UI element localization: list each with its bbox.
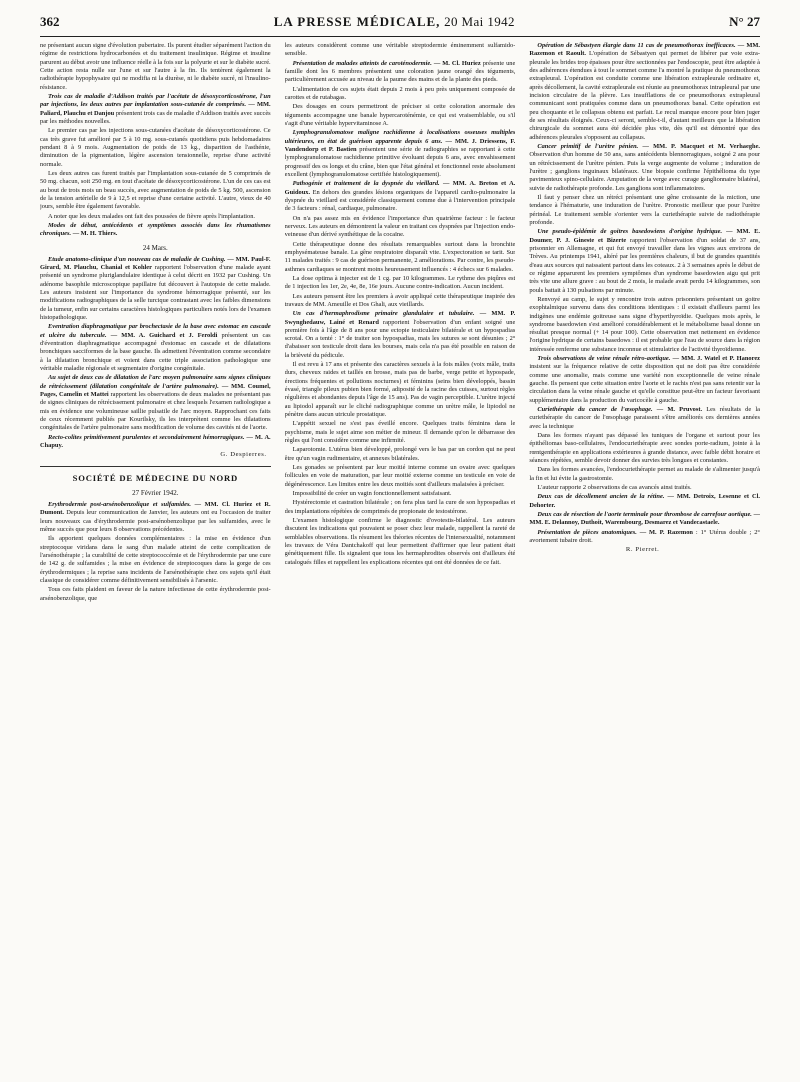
paragraph: L'auteur rapporte 2 observations de cas avancés ainsi traités.: [537, 484, 692, 492]
paragraph: Cette thérapeutique donne des résultats remarquables surtout dans la bronchite emphysémateuse banale. La gêne respiratoire disparaît vite. L'expectoration se tarit. Sur 11 malades traités : 9 cas de guérison permanente, 2 améliorations. Par contre, les pseudo-asthmes cardiaques se montrent moins heureusement influencés : 4 échecs sur 6 malades.: [284, 240, 516, 273]
article-text: Les résultats de la curiethérapie du cancer de l'œsophage paraissent s'être améliorés ces dernières années avec la technique: [529, 406, 760, 430]
paragraph: Hystérectomie et castration bilatérale ; on fera plus tard la cure de son hypospadias et des implantations répétées de comprimés de propionate de testostérone.: [284, 499, 516, 515]
paragraph: ne présentant aucun signe d'évolution pubertaire. Ils purent étudier séparément l'action du régime de restrictions hydrocarbonées et du traitement insulinique. Régime et insuline parurent au début avoir une influence réelle à la fois sur la polyurie et sur le diabète sucré. Cette action resta nulle sur l'une et sur l'autre à la fin. Ils tentèrent également la radiothérapie hypophysaire qui ne modifia ni la diurèse, ni le diabète sucré, ni l'insulino-résistance.: [40, 42, 271, 91]
article-text: insistent sur la fréquence relative de cette disposition qui ne doit pas être considérée comme une anomalie, mais comme une variété non exceptionnelle de veine rénale gauche. Ils pensent que cette situation entre l'aorte et le rachis n'est pas sans retentir sur la circulation dans la veine rénale gauche et qu'elle constitue peut-être un facteur favorisant supplémentaire dans la production du varicocèle à gauche.: [529, 363, 760, 404]
society-name: SOCIÉTÉ DE MÉDECINE DU NORD: [72, 472, 238, 483]
paragraph: Tous ces faits plaident en faveur de la nature infectieuse de cette érythrodermie post-arsénobenzolique, que: [40, 586, 271, 602]
article-entry: [529, 355, 760, 405]
column-3: [529, 42, 760, 1070]
article-text: présente une famille dont les 6 membres présentent une coloration jaune orangé des téguments, particulièrement accusée au niveau de la paume des mains et de la plante des pieds.: [284, 59, 516, 84]
signature: G. Despierres.: [220, 451, 267, 459]
article-entry: [529, 406, 760, 431]
article-authors: — M. Pruvost.: [656, 406, 703, 414]
article-entry: [40, 256, 271, 323]
article-authors: — MM. E. Doumer, P. J. Gineste et Bizerte: [529, 228, 760, 244]
issue-date: 20 Mai 1942: [444, 14, 515, 29]
article-title: Deux cas de décollement ancien de la rétine.: [537, 493, 665, 501]
article-authors: — MM. Paliard, Plauchu et Danjou: [40, 101, 271, 117]
paragraph: Ils apportent quelques données complémentaires : la mise en évidence d'un streptocoque viridans dans le sang d'un malade atteint de cette complication de l'arsénothérapie ; la curabilité de cette streptococcémie et de l'érythrodermie par une cure de 142 g. de sulfamides ; la mise en évidence de streptocoques dans la gorge de ces érythrodermiques ; la reprise sans incidents de l'arsénothérapie chez ces sujets qu'il était classique de considérer comme définitivement sensibilisés à l'arsenic.: [40, 535, 271, 584]
journal-name: LA PRESSE MÉDICALE,: [273, 14, 441, 29]
article-authors: — M. Cl. Huriez: [433, 59, 481, 67]
article-authors: — MM. A. Breton et A. Guidoux.: [284, 180, 516, 196]
paragraph: Il est revu à 17 ans et présente des caractères sexuels à la fois mâles (voix mâle, traits durs, cheveux raides et taillés en brosse, mais pas de barbe, verge petite et hypospade, érections fréquentes et pollutions nocturnes) et féminins (seins bien développés, bassin évasé, triangle pileux pubien bien formé, adiposité de la racine des cuisses, surtout règles régulières et abondantes depuis l'âge de 15 ans). Pas de vagin perceptible. L'urètre injecté au lipiodol apparaît sur le cliché radiographique comme un urètre mâle, le lipiodol ne pénètre dans aucun utricule prostatique.: [284, 361, 516, 419]
article-entry: [40, 374, 271, 432]
article-text: rapportent l'observation d'une malade ayant présenté un syndrome pluriglandulaire identique à celui décrit en 1932 par Cushing. Un adénome basophile microscopique papillaire fut découvert à l'autopsie de cette malade. Les auteurs insistent sur l'importance du syndrome hémorragique présenté, sur les modifications radiographiques de la selle turcique contrastant avec les faibles dimensions de la tumeur, enfin sur certains caractères histologiques particuliers notés lors de l'examen histopathologique.: [40, 263, 271, 321]
article-entry: [40, 222, 271, 239]
article-entry: [285, 180, 516, 213]
article-title: Curiethérapie du cancer de l'œsophage.: [537, 406, 653, 414]
header-rule: [40, 36, 760, 37]
column-1: [40, 42, 271, 1070]
article-authors: — M. H. Thiers.: [72, 230, 118, 238]
paragraph: Laparotomie. L'utérus bien développé, prolongé vers le bas par un cordon qui ne peut être qu'un vagin rudimentaire, et annexes bilatérales.: [284, 446, 516, 462]
article-authors: — MM. Razemon et Raoult.: [529, 42, 760, 58]
session-date: 27 Février 1942.: [132, 488, 179, 497]
article-title: Erythrodermie post-arsénobenzolique et sulfamides.: [48, 501, 192, 509]
article-title: Trois observations de veine rénale rétro-aortique.: [537, 355, 671, 363]
article-authors: — MM. A. Guichard et J. Feroldi: [110, 331, 218, 339]
article-text: rapportent les observations de deux malades ne présentant pas de signes cliniques de rétrécissement pulmonaire et chez lesquels l'examen radiologique a mis en évidence une volumineuse saillie pulsatile de l'arc moyen. Rapprochant ces faits de ceux récemment publiés par Kourilsky, ils les interprètent comme les dilatations congénitales de l'artère pulmonaire sans modification de volume des cavités ni de l'aorte.: [40, 390, 271, 432]
article-title: Présentation de pièces anatomiques.: [537, 528, 637, 536]
article-title: Etude anatomo-clinique d'un nouveau cas de maladie de Cushing.: [48, 255, 226, 263]
article-text: présentent un cas d'éventration diaphragmatique accompagné d'estomac en cascade et de dilatations bronchiques sacciformes de la base gauche. Ils admettent l'éventration comme secondaire à la dilatation bronchique et voient dans cette triple association pathologique une véritable maladie régionale et segmentaire d'origine congénitale.: [40, 331, 271, 372]
article-title: Modes de début, antécédents et symptômes associés dans les rhumatismes chroniques.: [40, 221, 271, 238]
article-authors: — MM. Coumel, Pages, Camelin et Mattei: [40, 382, 271, 398]
article-authors: — MM. Detroix, Lesenne et Cl. Dehorter.: [529, 493, 760, 509]
paragraph: Les gonades se présentent par leur moitié interne comme un ovaire avec quelques follicules en voie de maturation, par leur moitié externe comme un testicule en voie de dégénérescence. Les limites entre les deux moitiés sont d'ailleurs malaisées à préciser.: [284, 464, 516, 488]
article-entry: [529, 511, 760, 528]
paragraph: Dans les formes avancées, l'endocuriethérapie permet au malade de s'alimenter jusqu'à la fin et lui évite la gastrostomie.: [529, 466, 760, 482]
article-entry: [285, 310, 516, 360]
paragraph: Les deux autres cas furent traités par l'implantation sous-cutanée de 5 comprimés de 50 mg. chacun, soit 250 mg. en tout d'acétate de désoxycorticostérone. L'un de ces cas est au bout de trois mois un beau succès, avec augmentation de poids de 5 kg. 500, ascension de la tension artérielle de 9 à 12,5 et reprise d'une certaine activité. L'autre, vieux de 40 jours, semble être également favorable.: [40, 169, 271, 211]
article-entry: [285, 129, 516, 179]
paragraph: L'alimentation de ces sujets était depuis 2 mois à peu près uniquement composée de carottes et de rutabagas.: [284, 85, 516, 101]
article-title: Opération de Sébastyen élargie dans 11 cas de pneumothorax inefficaces.: [537, 42, 736, 49]
article-entry: [285, 60, 516, 85]
paragraph: On n'a pas assez mis en évidence l'importance d'un quatrième facteur : le facteur nerveux. Les auteurs en démontrent la valeur en traitant ces dyspnées par l'injection endo-veineuse d'un dérivé synthétique de la cocaïne.: [284, 214, 516, 239]
article-title: Deux cas de résection de l'aorte terminale pour thrombose de carrefour aortique.: [537, 511, 752, 519]
article-authors: — M. A. Chapuy.: [40, 433, 271, 449]
paragraph: Les auteurs pensent être les premiers à avoir appliqué cette thérapeutique inspirée des travaux de MM. Ameuille et Dos Ghali, aux vieillards.: [284, 292, 516, 308]
article-entry: [40, 93, 271, 126]
article-entry: [529, 228, 760, 295]
article-text: Observation d'un homme de 50 ans, sans antécédents blennorragiques, soigné 2 ans pour un rétrécissement de l'urètre pénien. Puis la verge augmente de volume ; induration de l'urètre ; ganglions inguinaux bilatéraux. Une biopsie confirme l'épithélioma du type pavimenteux spino-cellulaire. Amputation de la verge avec curage ganglionnaire bilatéral, suivie de radiothérapie profonde. Les ganglions sont inflammatoires.: [529, 151, 760, 192]
paragraph: A noter que les deux malades ont fait des poussées de fièvre après l'implantation.: [48, 212, 256, 220]
article-authors: — MM. J. Watel et P. Hanorez: [672, 355, 760, 363]
society-heading: [40, 466, 271, 484]
article-text: : 1° Utérus double ; 2° avortement tubaire droit.: [529, 528, 760, 545]
article-title: Une pseudo-épidémie de goitres basedowiens d'origine hydrique.: [537, 228, 723, 236]
article-authors: — MM. E. Delannoy, Duthoit, Warembourg, Desmarez et Vandecastaele.: [529, 511, 760, 527]
article-entry: [529, 529, 760, 546]
article-title: Cancer primitif de l'urètre pénien.: [537, 142, 639, 150]
article-authors: — MM. P. Macquet et M. Verhaeghe.: [642, 142, 760, 150]
article-title: Un cas d'hermaphrodisme primaire glandulaire et tubulaire.: [292, 310, 475, 318]
paragraph: Impossibilité de créer un vagin fonctionnellement satisfaisant.: [292, 490, 452, 498]
article-title: Pathogénie et traitement de la dyspnée du vieillard.: [292, 180, 440, 188]
article-entry: [40, 501, 271, 534]
article-title: Recto-colites primitivement purulentes et secondairement hémorragiques.: [48, 433, 245, 441]
article-title: Au sujet de deux cas de dilatation de l'arc moyen pulmonaire sans signes cliniques de rétrécissement (dilatation congénitale de l'artère pulmonaire).: [40, 374, 271, 390]
paragraph: Dans les formes n'ayant pas dépassé les tuniques de l'organe et surtout pour les épithéliomas baso-cellulaires, l'endocuriethérapie avec sondes porte-radium, jointe à la rœntgenthérapie en applications extérieures à grande distance, avec faible débit horaire et séances répétées, semble devoir donner des survies très longues et constantes.: [529, 432, 760, 465]
paragraph: Il faut y penser chez un rétréci présentant une gêne croissante de la miction, une tendance à l'hématurie, une induration de l'urètre. Pronostic meilleur que pour l'urètre périnéal. Le traitement semble s'orienter vers la curiethérapie suivie de radiothérapie profonde.: [529, 193, 760, 226]
paragraph: Renvoyé au camp, le sujet y rencontre trois autres prisonniers présentant un goitre exophtalmique survenu dans des conditions identiques : il existait d'ailleurs parmi les indigènes une endémie goitreuse sans signe d'hyperthyroïdie. Quelques mois après, le syndrome basedowien s'est amélioré considérablement et le métabolisme basal donne un résultat presque normal (+ 14 pour 100). Cette observation met nettement en évidence l'origine hydrique de certains basedows : il est probable que l'eau de source dans la région intéressée renferme une substance inconnue et stimulatrice de l'activité thyroïdienne.: [529, 295, 760, 353]
paragraph: les auteurs considèrent comme une véritable streptodermie éminemment sulfamido-sensible.: [284, 42, 516, 58]
article-authors: — MM. Paul-F. Girard, M. Plauchu, Chanial et Kohler: [40, 255, 271, 271]
article-title: Trois cas de maladie d'Addison traités par l'acétate de désoxycorticostérone, l'un par injections, les deux autres par implantation sous-cutanée de comprimés.: [40, 92, 271, 109]
paragraph: Le premier cas par les injections sous-cutanées d'acétate de désoxycorticostérone. Ce cas très grave fut amélioré par 5 à 10 mg. sous-cutanés quotidiens puis hebdomadaires pendant 8 à 9 mois. Augmentation de poids de 13 kg., disparition de l'asthénie, diminution de la pigmentation, légère ascension tensionnelle, reprise d'une activité normale.: [40, 127, 271, 168]
paragraph: L'appétit sexuel ne s'est pas éveillé encore. Quelques traits féminins dans le psychisme, mais le sujet aime son métier de mineur. Il demande qu'on le débarrasse des règles qui l'ont considère comme une infirmité.: [284, 420, 516, 445]
article-entry: [40, 434, 271, 451]
page-number: 362: [40, 14, 60, 29]
article-columns: [40, 42, 760, 1070]
article-text: L'opération de Sébastyen qui permet de libérer par voie extra-pleurale les brides trop épaisses pour être sectionnées par l'endoscopie, peut être adaptée à des adhérences étendues à tout le sommet comme l'a montré la pratique du pneumothorax extrapleural. L'opération est conduite comme une libération extrapleurale ordinaire et, après décollement, la cavité extrapleurale est réunie au pneumothorax intrapleural par une incision circulaire de la plèvre. Les insufflations de ce pneumothorax extrapleural communicant sont pratiquées comme dans un pneumothorax banal. Cette opération est peu choquante et le collapsus obtenu est parfait. Le recul manque encore pour bien juger de ses résultats éloignés. Ceux-ci seront, semble-t-il, d'autant meilleurs que la libération chirurgicale du sommet aura été décidée plus vite, dès qu'il est démontré que des adhérences pleurales s'opposent au collapsus.: [529, 50, 760, 141]
article-entry: [529, 42, 760, 142]
article-authors: — MM. Cl. Huriez et R. Dumont.: [40, 501, 271, 517]
article-title: Lymphogranulomatose maligne rachidienne à localisations osseuses multiples ultérieures, en état de guérison apparente depuis 6 ans.: [284, 129, 516, 145]
column-2: [285, 42, 516, 1070]
paragraph: Des dosages en cours permettront de préciser si cette coloration anormale des téguments accompagne une banale hypercaroténémie, ce qui est vraisemblable, ou s'il s'agit d'une véritable hypervitaminose A.: [284, 103, 516, 127]
article-text: présentent trois cas de maladie d'Addison traités avec succès par les méthodes nouvelles.: [40, 109, 271, 125]
page-header: [40, 14, 760, 34]
paragraph: L'examen histologique confirme le diagnostic d'ovotestis-bilatéral. Les auteurs discutent les indications qui pouvaient se poser chez leur malade, rappellent la rareté de semblables observations. Ils résument les théories récentes de l'intersexualité, notamment les travaux de Véra Dantchakoff qui leur permettent d'affirmer que leur patient était génétiquement fille. Ils signalent que tous les hermaphrodites observés ont d'ailleurs été catalogués filles et rappellent les explications récentes qui ont été données de ce fait.: [284, 517, 516, 566]
article-entry: [529, 493, 760, 510]
article-entry: [40, 323, 271, 373]
article-authors: — MM. J. Driessens, F. Vandendorp et P. Bastien: [284, 137, 516, 153]
journal-title: [274, 14, 515, 30]
article-text: rapportent l'observation d'un soldat de 37 ans, prisonnier en Allemagne, et qui fut envoyé travailler dans les vignes aux environs de Trèves. Au printemps 1941, altéré par les premières chaleurs, il but de grandes quantités d'eau aux sources qui naissaient partout dans les coteaux. 2 à 3 semaines après le début de ce régime apparurent les premiers symptômes d'un syndrome basedowien aigu qui prit très vite une allure grave : au bout de 2 mois, le malade avait perdu 14 kilogrammes, son pouls battait à 130 pulsations par minute.: [529, 236, 760, 294]
article-title: Eventration diaphragmatique par brochectasie de la base avec estomac en cascade et ulcère du tubercule.: [40, 323, 271, 339]
article-authors: — MM. P. Swynghedauw, Lainé et Renard: [284, 310, 516, 326]
article-text: présentent une série de radiographies se rapportant à cette lymphogranulomatose rachidienne primitive évoluant depuis 6 ans, avec envahissement progressif des os longs et du crâne, bien que l'état général et fonctionnel reste absolument excellent (lymphogranulomatose certifiée histologiquement).: [284, 145, 516, 178]
article-text: rapportent l'observation d'un enfant soigné une première fois à l'âge de 8 ans pour une ectopie testiculaire bilatérale et un hypospadias scrotal. On a tenté : 1° de traiter son hypospadias, mais les sutures se sont désunies ; 2° d'abaisser son testicule droit dans les bourses, mais cela n'a pas été possible en raison de la brièveté du pédicule.: [284, 318, 516, 359]
article-text: En dehors des grandes lésions organiques de l'appareil cardio-pulmonaire la dyspnée du vieillard est considérée classiquement comme due à l'intervention principale de 3 facteurs : rénal, cardiaque, pulmonaire.: [284, 188, 516, 213]
article-title: Présentation de malades atteints de caroténodermie.: [292, 59, 432, 67]
issue-number: N° 27: [729, 14, 760, 29]
signature: R. Pierret.: [625, 546, 660, 554]
article-entry: [529, 143, 760, 193]
paragraph: La dose optima à injecter est de 1 cg. par 10 kilogrammes. Le rythme des piqûres est de 1 injection les 1er, 2e, 4e, 8e, 16e jours. Aucune contre-indication. Aucun incident.: [284, 274, 516, 291]
article-authors: — M. P. Razemon: [639, 528, 693, 536]
session-date: 24 Mars.: [142, 243, 168, 252]
article-text: Depuis leur communication de Janvier, les auteurs ont eu l'occasion de traiter leurs nouveaux cas d'érythrodermie post-arsénobenzolique par les sulfamides, avec le même succès que pour leurs 8 observations précédentes.: [40, 509, 271, 533]
